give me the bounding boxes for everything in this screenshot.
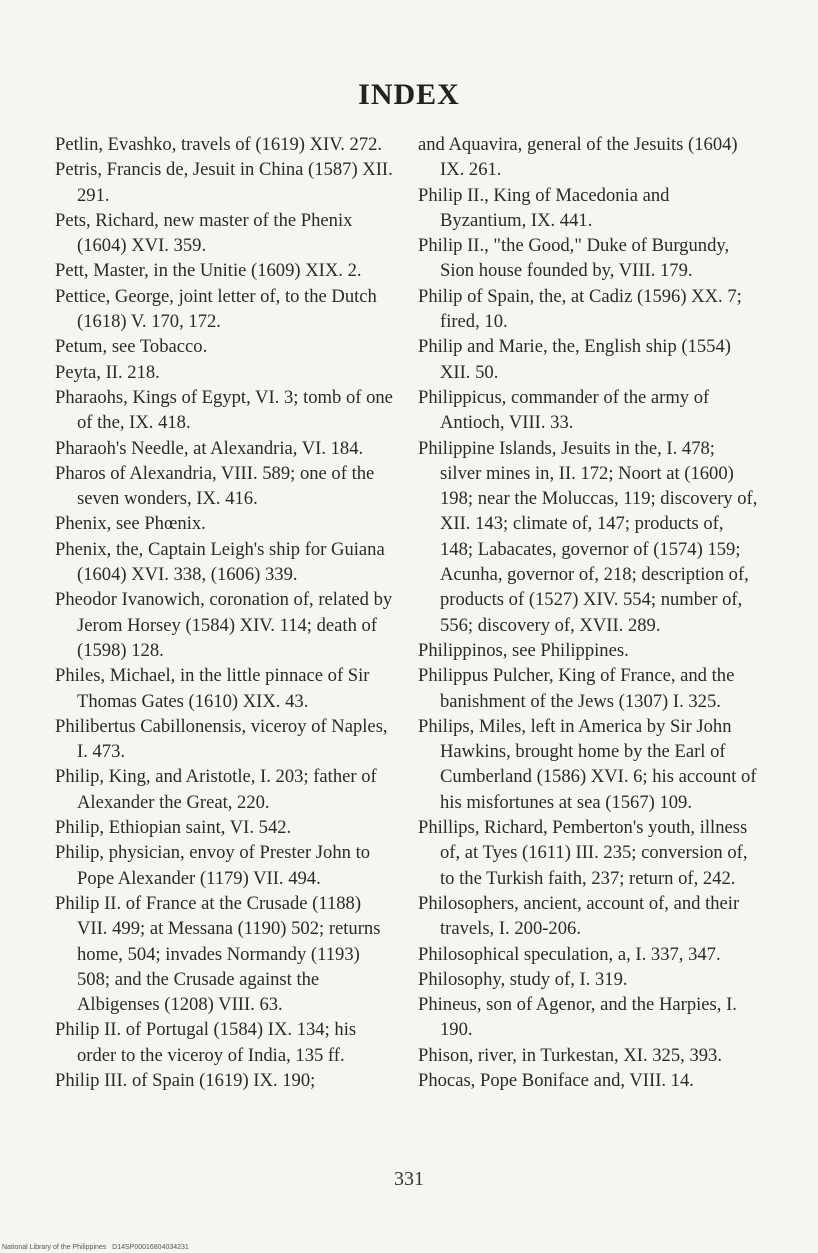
index-entry: Philosophers, ancient, account of, and their travels, I. 200-206. <box>418 892 740 940</box>
index-entry: Philip, Ethiopian saint, VI. 542. <box>55 817 292 839</box>
index-entry: Phenix, the, Captain Leigh's ship for Guiana (1604) XVI. 338, (1606) 339. <box>55 538 385 586</box>
index-entry: Pharaohs, Kings of Egypt, VI. 3; tomb of one of the, IX. 418. <box>55 386 393 434</box>
index-entry: Philippine Islands, Jesuits in the, I. 478; silver mines in, II. 172; Noort at (1600) 198; near the Moluccas, 119; discovery of, XII. 143; climate of, 147; products of, 148; Labacates, governor of (1574) 159; Acunha, governor of, 218; description of, products of (1527) XIV. 554; number of, 556; discovery of, XVII. 289. <box>418 437 758 636</box>
index-entry: Pharos of Alexandria, VIII. 589; one of the seven wonders, IX. 416. <box>55 462 375 510</box>
index-entry: Philippicus, commander of the army of Antioch, VIII. 33. <box>418 386 710 434</box>
index-entry: Philes, Michael, in the little pinnace of Sir Thomas Gates (1610) XIX. 43. <box>55 665 370 712</box>
page-title: INDEX <box>358 78 460 111</box>
index-entry: Philippinos, see Philippines. <box>418 639 629 661</box>
footer <box>2 1244 189 1251</box>
index-entry: Philip III. of Spain (1619) IX. 190; <box>55 1069 316 1091</box>
index-entry: Philibertus Cabillonensis, viceroy of Naples, I. 473. <box>55 715 388 763</box>
index-column-right <box>418 132 758 1093</box>
index-entry: Philosophy, study of, I. 319. <box>418 968 628 990</box>
index-entry: Petlin, Evashko, travels of (1619) XIV. 272. <box>55 134 383 155</box>
index-entry: Philip II. of Portugal (1584) IX. 134; his order to the viceroy of India, 135 ff. <box>55 1019 357 1066</box>
index-entry: Pets, Richard, new master of the Phenix (1604) XVI. 359. <box>55 209 353 257</box>
index-entry: Petum, see Tobacco. <box>55 336 208 358</box>
index-entry: Phenix, see Phœnix. <box>55 513 206 535</box>
index-entry: Phineus, son of Agenor, and the Harpies, I. 190. <box>418 994 737 1041</box>
index-column-left <box>55 132 395 1093</box>
index-entry: Philips, Miles, left in America by Sir John Hawkins, brought home by the Earl of Cumberland (1586) XVI. 6; his account of his misfortunes at sea (1567) 109. <box>418 715 757 813</box>
index-entry: Philip of Spain, the, at Cadiz (1596) XX. 7; fired, 10. <box>418 285 742 333</box>
index-entry: Pheodor Ivanowich, coronation of, related by Jerom Horsey (1584) XIV. 114; death of (1598) 128. <box>55 589 393 661</box>
index-entry: Philippus Pulcher, King of France, and the banishment of the Jews (1307) I. 325. <box>418 665 735 712</box>
index-entry: Pharaoh's Needle, at Alexandria, VI. 184. <box>55 437 364 459</box>
index-entry: Phison, river, in Turkestan, XI. 325, 393. <box>418 1044 722 1066</box>
index-entry: Phillips, Richard, Pemberton's youth, illness of, at Tyes (1611) III. 235; conversion of, to the Turkish faith, 237; return of, 242. <box>418 817 748 889</box>
index-entry: Pettice, George, joint letter of, to the Dutch (1618) V. 170, 172. <box>55 285 377 333</box>
index-entry: Philip, physician, envoy of Prester John to Pope Alexander (1179) VII. 494. <box>55 842 371 889</box>
footer-library: National Library of the Philippines <box>2 1244 107 1251</box>
footer-code: D14SP00016804034231 <box>112 1244 189 1251</box>
index-entry: Philosophical speculation, a, I. 337, 347. <box>418 943 721 965</box>
index-entry: Pett, Master, in the Unitie (1609) XIX. 2. <box>55 260 362 282</box>
index-entry: Petris, Francis de, Jesuit in China (1587) XII. 291. <box>55 159 393 206</box>
page-number: 331 <box>394 1168 424 1190</box>
index-entry: and Aquavira, general of the Jesuits (1604) IX. 261. <box>418 134 738 181</box>
index-entry: Phocas, Pope Boniface and, VIII. 14. <box>418 1069 694 1091</box>
index-entry: Peyta, II. 218. <box>55 361 160 383</box>
index-entry: Philip II., King of Macedonia and Byzantium, IX. 441. <box>418 184 670 231</box>
index-entry: Philip, King, and Aristotle, I. 203; father of Alexander the Great, 220. <box>55 766 377 813</box>
index-entry: Philip II. of France at the Crusade (1188) VII. 499; at Messana (1190) 502; returns home, 504; invades Normandy (1193) 508; and the Crusade against the Albigenses (1208) VIII. 63. <box>55 892 381 1016</box>
index-entry: Philip II., "the Good," Duke of Burgundy, Sion house founded by, VIII. 179. <box>418 235 730 282</box>
index-entry: Philip and Marie, the, English ship (1554) XII. 50. <box>418 336 731 383</box>
